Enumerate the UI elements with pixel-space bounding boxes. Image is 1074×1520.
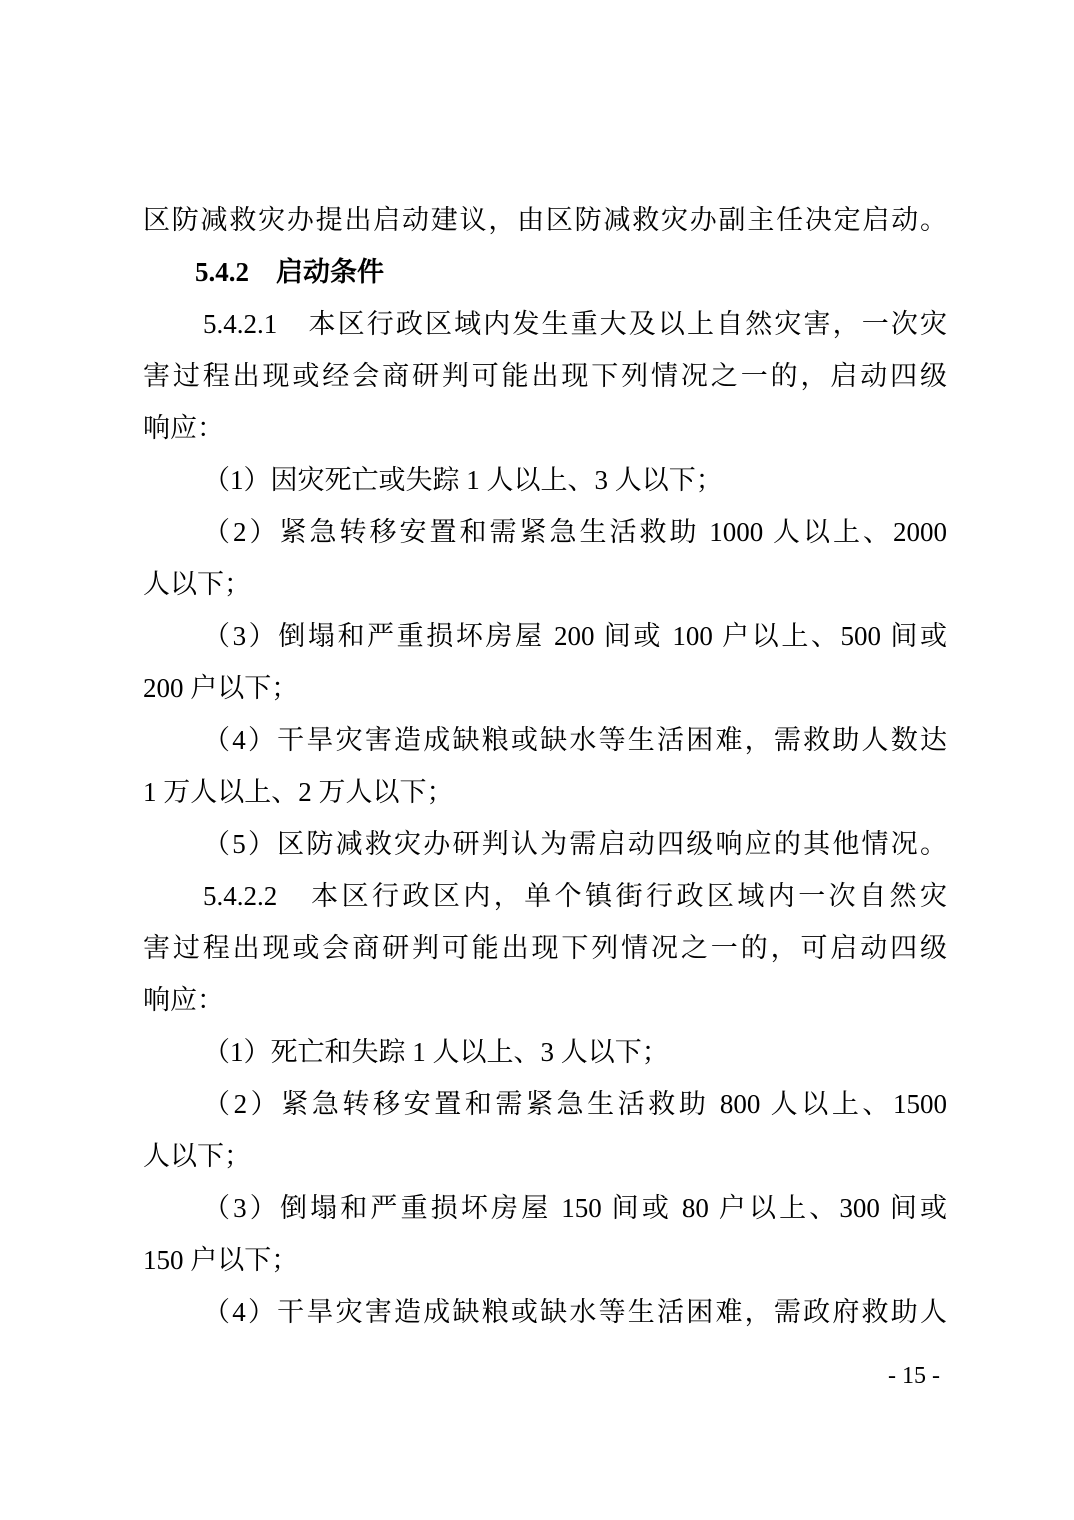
list-item-1: （1）死亡和失踪 1 人以上、3 人以下；: [203, 1037, 669, 1067]
list-item-3: （3）倒塌和严重损坏房屋 200 间或 100 户以上、500 间或: [203, 621, 947, 651]
document-line: 响应：: [143, 413, 224, 443]
page-footer: [143, 1362, 940, 1390]
section-paragraph-5-4-2-2: 5.4.2.2 本区行政区内，单个镇街行政区域内一次自然灾: [203, 881, 947, 911]
document-line: 害过程出现或会商研判可能出现下列情况之一的，可启动四级: [143, 933, 947, 963]
list-item-2: （2）紧急转移安置和需紧急生活救助 800 人以上、1500: [203, 1089, 947, 1119]
list-item-5: （5）区防减救灾办研判认为需启动四级响应的其他情况。: [203, 829, 947, 859]
document-line: 1 万人以上、2 万人以下；: [143, 777, 454, 807]
document-body: [143, 194, 947, 1338]
document-line: 区防减救灾办提出启动建议，由区防减救灾办副主任决定启动。: [143, 205, 947, 235]
list-item-4: （4）干旱灾害造成缺粮或缺水等生活困难，需救助人数达: [203, 725, 947, 755]
list-item-3: （3）倒塌和严重损坏房屋 150 间或 80 户以上、300 间或: [203, 1193, 947, 1223]
section-heading-5-4-2: 5.4.2 启动条件: [195, 257, 384, 287]
document-line: 人以下；: [143, 1141, 251, 1171]
document-line: 响应：: [143, 985, 224, 1015]
list-item-2: （2）紧急转移安置和需紧急生活救助 1000 人以上、2000: [203, 517, 947, 547]
document-line: 200 户以下；: [143, 673, 299, 703]
list-item-1: （1）因灾死亡或失踪 1 人以上、3 人以下；: [203, 465, 723, 495]
document-line: 150 户以下；: [143, 1245, 299, 1275]
document-line: 人以下；: [143, 569, 251, 599]
page-number: - 15 -: [888, 1363, 940, 1389]
list-item-4: （4）干旱灾害造成缺粮或缺水等生活困难，需政府救助人: [203, 1297, 947, 1327]
document-line: 害过程出现或经会商研判可能出现下列情况之一的，启动四级: [143, 361, 947, 391]
section-paragraph-5-4-2-1: 5.4.2.1 本区行政区域内发生重大及以上自然灾害，一次灾: [203, 309, 947, 339]
